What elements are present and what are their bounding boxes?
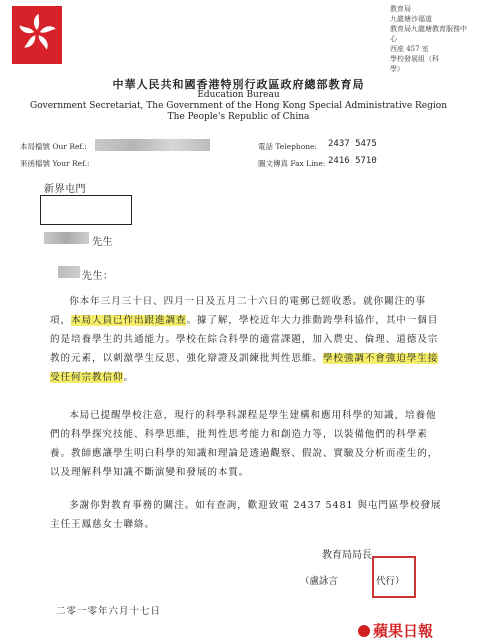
salutation-suffix: 先生： [82, 271, 114, 282]
hksar-emblem-icon [12, 6, 62, 64]
redacted-address-box [40, 195, 132, 225]
signature-name-line: （盧詠言 代行） [300, 576, 405, 587]
letterhead-chinese-name: 中華人民共和國香港特別行政區政府總部教育局 [112, 78, 365, 91]
paragraph-text: 你本年三月三十日、四月一日及五月二十六日的電郵已經收悉。就你關注的事項， [50, 296, 426, 326]
apple-icon [358, 625, 370, 637]
signature-title: 教育局局長 [322, 550, 372, 561]
paragraph-text: 。 [123, 372, 134, 383]
paragraph-text: 。據了解，學校近年大力推動跨學科協作，其中一個目的是培養學生的共通能力。學校在綜合科學的適當課題，加入農史、倫理、道德及宗教的元素，以刺激學生反思、強化辯證及訓練批判性思維。 [50, 315, 439, 364]
apple-daily-logo [358, 620, 433, 641]
your-ref-label: 來函檔號 Your Ref.: [20, 159, 90, 168]
our-ref-label: 本局檔號 Our Ref.: [20, 142, 87, 151]
recipient-org: 新界屯門 [44, 184, 86, 195]
telephone-label: 電話 Telephone: [258, 142, 318, 151]
address-line: 九龍塘沙福道 [390, 15, 432, 23]
address-line: 學校發展組（科 [390, 55, 439, 63]
body-paragraph-2: 本局已提醒學校注意，現行的科學科課程是學生建構和應用科學的知識，培養他們的科學探究技能、科學思維，批判性思考能力和創造力等，以裝備他們的科學素養。教師應讓學生明白科學的知識和理論是透過觀察、假說、實驗及分析而產生的，以及理解科學知識不斷演變和發展的本質。 [50, 410, 439, 478]
recipient-name-suffix: 先生 [92, 237, 113, 248]
address-line: 學） [390, 65, 404, 73]
address-line: 教育局九龍塘教育服務中心 [390, 25, 467, 43]
redacted-salutation-name [58, 266, 80, 278]
letter-date: 二零一零年六月十七日 [56, 606, 162, 617]
fax-label: 圖文傳真 Fax Line: [258, 159, 326, 168]
letterhead-english-line2: Government Secretariat, The Government of the Hong Kong Special Administrative Region [30, 101, 447, 111]
body-paragraph-3: 多謝你對教育事務的關注。如有查詢，歡迎致電 2437 5481 與屯門區學校發展主任王鳳慈女士聯絡。 [50, 500, 442, 530]
highlighted-text: 學校強調不會強迫學生接受任何宗教信仰 [50, 353, 439, 383]
letterhead-english-line3: The People's Republic of China [167, 112, 310, 122]
fax-value: 2416 5710 [328, 156, 377, 166]
logo-text: 蘋果日報 [373, 622, 434, 640]
telephone-value: 2437 5475 [328, 139, 377, 149]
body-paragraph-1 [50, 292, 442, 387]
letterhead-address [390, 4, 470, 74]
redacted-recipient-name [44, 232, 89, 244]
redacted-our-ref [95, 139, 210, 151]
address-line: 教育局 [390, 5, 411, 13]
address-line: 西座 457 室 [390, 45, 429, 53]
signature-seal [372, 556, 416, 598]
highlighted-text: 本局人員已作出跟進調查 [71, 315, 187, 326]
letterhead-english-bureau: Education Bureau [197, 90, 280, 100]
